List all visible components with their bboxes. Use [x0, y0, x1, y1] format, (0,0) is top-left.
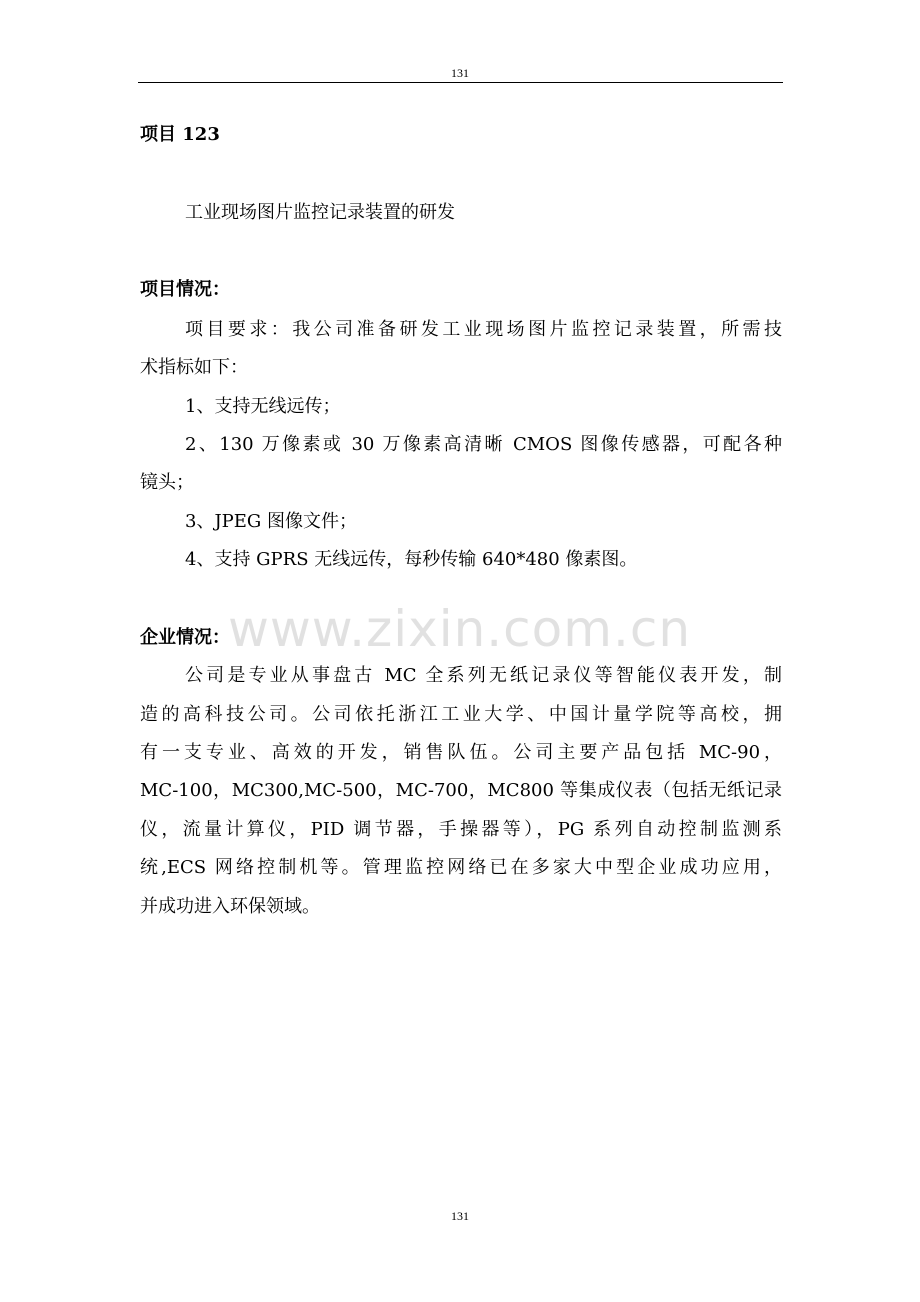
company-paragraph-line-7: 并成功进入环保领域。 — [140, 896, 320, 917]
requirement-item-2-line-2: 镜头； — [140, 472, 194, 493]
company-paragraph-line-3: 有一支专业、高效的开发，销售队伍。公司主要产品包括 MC-90， — [140, 742, 782, 763]
header-divider — [138, 82, 783, 83]
header-page-number: 131 — [451, 66, 469, 80]
company-section-heading: 企业情况： — [140, 627, 230, 648]
requirement-item-4: 4、支持 GPRS 无线远传，每秒传输 640*480 像素图。 — [185, 549, 638, 570]
company-paragraph-line-2: 造的高科技公司。公司依托浙江工业大学、中国计量学院等高校，拥 — [140, 704, 782, 725]
company-paragraph-line-1: 公司是专业从事盘古 MC 全系列无纸记录仪等智能仪表开发，制 — [185, 665, 782, 686]
company-paragraph-line-4: MC-100，MC300,MC-500，MC-700，MC800 等集成仪表（包括无纸记录 — [140, 780, 782, 801]
requirement-item-3: 3、JPEG 图像文件； — [185, 511, 358, 532]
project-intro-line-1: 项目要求：我公司准备研发工业现场图片监控记录装置，所需技 — [185, 319, 782, 340]
requirement-item-1: 1、支持无线远传； — [185, 396, 341, 417]
company-paragraph-line-6: 统,ECS 网络控制机等。管理监控网络已在多家大中型企业成功应用， — [140, 857, 782, 878]
project-intro-line-2: 术指标如下： — [140, 357, 248, 378]
company-paragraph-line-5: 仪，流量计算仪，PID 调节器，手操器等），PG 系列自动控制监测系 — [140, 819, 782, 840]
footer-page-number: 131 — [451, 1209, 469, 1223]
requirement-item-2-line-1: 2、130 万像素或 30 万像素高清晰 CMOS 图像传感器，可配各种 — [185, 434, 782, 455]
watermark: www.zixin.com.cn — [228, 600, 692, 658]
project-section-heading: 项目情况： — [140, 279, 230, 300]
project-heading: 项目 123 — [140, 124, 220, 145]
project-title: 工业现场图片监控记录装置的研发 — [185, 202, 455, 223]
